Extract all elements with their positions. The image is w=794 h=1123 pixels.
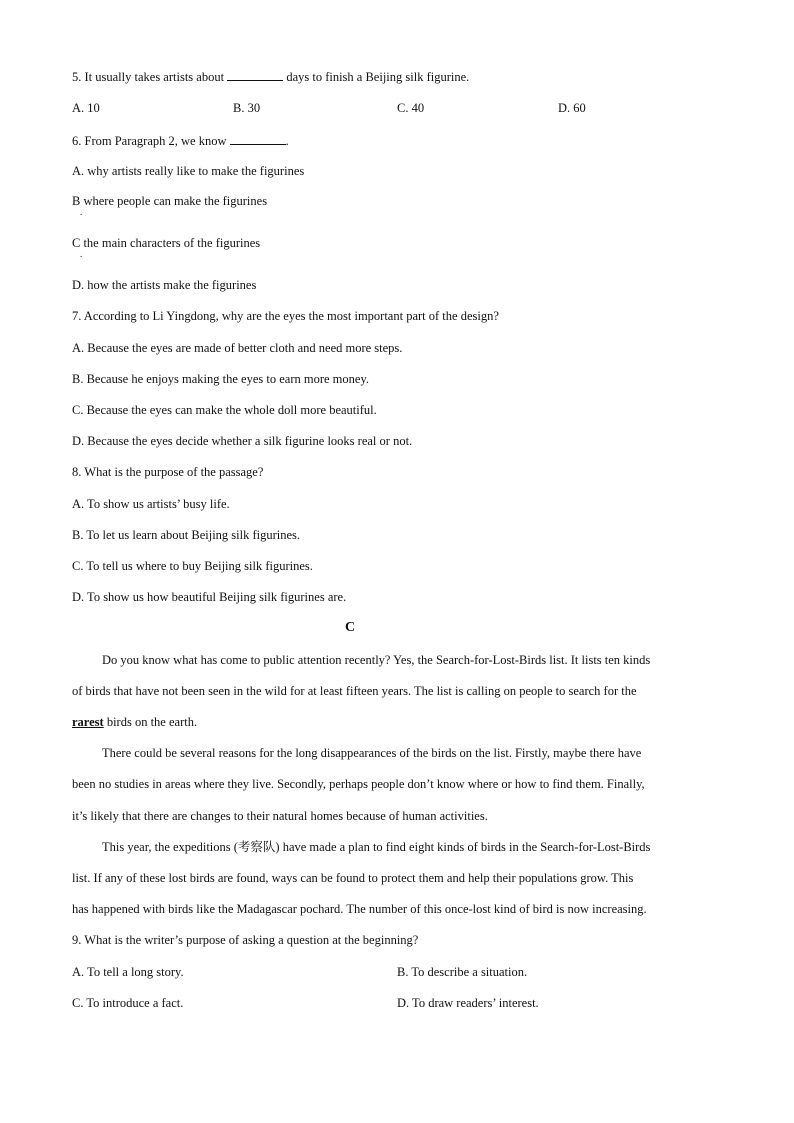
highlighted-word: rarest [72, 715, 104, 729]
question-9-option-d: D. To draw readers’ interest. [397, 996, 539, 1010]
question-6-stem [72, 132, 289, 149]
question-7-option-b: B. Because he enjoys making the eyes to earn more money. [72, 372, 370, 386]
paragraph-2-line: There could be several reasons for the long disappearances of the birds on the list. Firstly, maybe there have [102, 746, 642, 760]
paragraph-2-line: it’s likely that there are changes to their natural homes because of human activities. [72, 809, 488, 823]
question-6-option-b: B where people can make the figurines [72, 194, 268, 208]
question-7-option-c: C. Because the eyes can make the whole doll more beautiful. [72, 403, 377, 417]
paragraph-3-line: has happened with birds like the Madagascar pochard. The number of this once-lost kind of bird is now increasing. [72, 902, 647, 916]
question-9-option-b: B. To describe a situation. [397, 965, 528, 979]
question-5-option-a: A. 10 [72, 101, 100, 115]
question-5-text-post: days to finish a Beijing silk figurine. [283, 70, 470, 84]
paragraph-2-line: been no studies in areas where they live. Secondly, perhaps people don’t know where or how to find them. Finally, [72, 777, 645, 791]
question-5-text-pre: 5. It usually takes artists about [72, 70, 228, 84]
paragraph-1-end: birds on the earth. [103, 715, 198, 729]
question-6-text-pre: 6. From Paragraph 2, we know [72, 134, 230, 148]
question-7-stem: 7. According to Li Yingdong, why are the eyes the most important part of the design? [72, 309, 499, 323]
question-9-option-c: C. To introduce a fact. [72, 996, 184, 1010]
question-6-option-d: D. how the artists make the figurines [72, 278, 257, 292]
paragraph-3-line: list. If any of these lost birds are found, ways can be found to protect them and help their populations grow. This [72, 871, 634, 885]
answer-blank [227, 68, 283, 81]
question-7-option-d: D. Because the eyes decide whether a silk figurine looks real or not. [72, 434, 413, 448]
question-5-option-b: B. 30 [233, 101, 261, 115]
option-dot-mark: . [80, 249, 83, 259]
question-6-option-c: C the main characters of the figurines [72, 236, 261, 250]
section-heading: C [344, 620, 356, 635]
question-6-option-a: A. why artists really like to make the figurines [72, 164, 305, 178]
paragraph-1-line: Do you know what has come to public attention recently? Yes, the Search-for-Lost-Birds list. It lists ten kinds [102, 653, 651, 667]
question-5-option-d: D. 60 [558, 101, 586, 115]
paragraph-1-line: of birds that have not been seen in the wild for at least fifteen years. The list is calling on people to search for the [72, 684, 637, 698]
question-5-stem [72, 68, 469, 85]
question-8-option-b: B. To let us learn about Beijing silk figurines. [72, 528, 301, 542]
question-5-option-c: C. 40 [397, 101, 425, 115]
question-8-option-d: D. To show us how beautiful Beijing silk figurines are. [72, 590, 347, 604]
question-8-option-c: C. To tell us where to buy Beijing silk figurines. [72, 559, 313, 573]
question-6-text-post: . [285, 134, 289, 148]
option-dot-mark: . [80, 207, 83, 217]
answer-blank [230, 132, 286, 145]
question-8-stem: 8. What is the purpose of the passage? [72, 465, 264, 479]
question-8-option-a: A. To show us artists’ busy life. [72, 497, 230, 511]
question-7-option-a: A. Because the eyes are made of better cloth and need more steps. [72, 341, 403, 355]
paragraph-3-line: This year, the expeditions (考察队) have made a plan to find eight kinds of birds in the Search-for-Lost-Birds [102, 840, 651, 854]
paragraph-1-line [72, 714, 197, 730]
question-9-stem: 9. What is the writer’s purpose of asking a question at the beginning? [72, 933, 419, 947]
question-9-option-a: A. To tell a long story. [72, 965, 184, 979]
